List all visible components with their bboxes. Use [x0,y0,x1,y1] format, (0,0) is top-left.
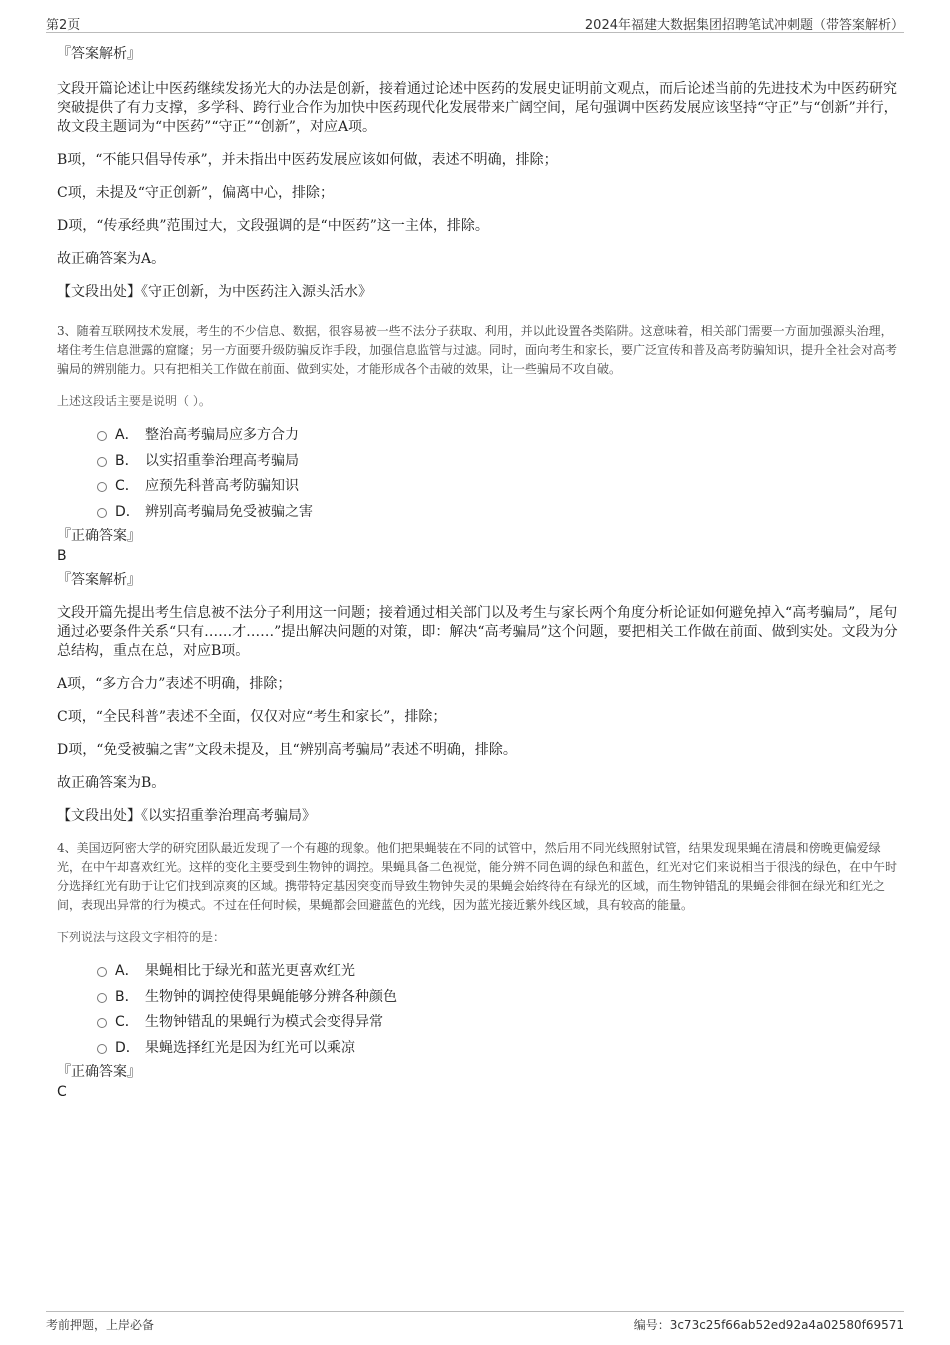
analysis-paragraph: 文段开篇论述让中医药继续发扬光大的办法是创新，接着通过论述中医药的发展史证明前文观点，而后论述当前的先进技术为中医药研究突破提供了有力支撑，多学科、跨行业合作为加快中医药现代化发展带来广阔空间，尾句强调中医药发展应该坚持“守正”与“创新”并行，故文段主题词为“中医药”“守正”“创新”，对应A项。 [57,81,898,135]
question-prompt: 下列说法与这段文字相符的是： [57,930,226,944]
option-letter: A． [115,427,139,443]
option-text: 以实招重拳治理高考骗局 [145,452,299,469]
analysis-paragraph: 故正确答案为B。 [57,775,166,791]
analysis-paragraph: 文段开篇先提出考生信息被不法分子利用这一问题；接着通过相关部门以及考生与家长两个角度分析论证如何避免掉入“高考骗局”，尾句通过必要条件关系“只有……才……”提出解决问题的对策，即：解决“高考骗局”这个问题，要把相关工作做在前面、做到实处。文段为分总结构，重点在总，对应B项。 [57,605,898,659]
option-text: 生物钟错乱的果蝇行为模式会变得异常 [145,1014,383,1030]
option-b[interactable] [57,986,900,1012]
option-c[interactable] [57,475,900,501]
option-text: 应预先科普高考防骗知识 [145,478,299,494]
option-d[interactable] [57,1037,900,1063]
analysis-label: 『答案解析』 [57,572,141,588]
option-text: 整治高考骗局应多方合力 [145,427,299,443]
analysis-paragraph: 故正确答案为A。 [57,251,166,267]
radio-icon[interactable] [97,1044,107,1054]
page-number: 第2页 [46,18,81,33]
option-text: 生物钟的调控使得果蝇能够分辨各种颜色 [145,988,397,1005]
option-letter: A． [115,963,139,979]
document-body [57,44,900,1102]
option-letter: D． [115,503,140,520]
option-text: 辨别高考骗局免受被骗之害 [145,503,313,520]
code-value: 3c73c25f66ab52ed92a4a02580f69571 [669,1318,904,1332]
option-letter: C． [115,1014,139,1030]
radio-icon[interactable] [97,457,107,467]
options-list [57,960,900,1062]
analysis-paragraph: B项，“不能只倡导传承”，并未指出中医药发展应该如何做，表述不明确，排除； [57,152,558,168]
analysis-paragraph: A项，“多方合力”表述不明确，排除； [57,676,292,692]
radio-icon[interactable] [97,431,107,441]
answer-label: 『正确答案』 [57,528,141,544]
analysis-paragraph: C项，“全民科普”表述不全面，仅仅对应“考生和家长”，排除； [57,709,447,725]
page-footer [46,1311,904,1335]
analysis-paragraph: C项，未提及“守正创新”，偏离中心，排除； [57,185,335,201]
document-code [634,1316,904,1333]
radio-icon[interactable] [97,967,107,977]
radio-icon[interactable] [97,508,107,518]
analysis-paragraph: D项，“传承经典”范围过大，文段强调的是“中医药”这一主体，排除。 [57,218,489,234]
analysis-label: 『答案解析』 [57,46,141,62]
option-letter: D． [115,1039,140,1056]
answer-label: 『正确答案』 [57,1064,141,1080]
option-d[interactable] [57,501,900,527]
source-citation: 【文段出处】《以实招重拳治理高考骗局》 [57,808,316,824]
option-c[interactable] [57,1011,900,1037]
page-header [46,14,904,33]
radio-icon[interactable] [97,482,107,492]
answer-value: C [57,1084,67,1100]
question-text: 3、随着互联网技术发展，考生的不少信息、数据，很容易被一些不法分子获取、利用，并以此设置各类陷阱。这意味着，相关部门需要一方面加强源头治理，堵住考生信息泄露的窟窿；另一方面要升级防骗反诈手段，加强信息监管与过滤。同时，面向考生和家长，要广泛宣传和普及高考防骗知识，提升全社会对高考骗局的辨别能力。只有把相关工作做在前面、做到实处，才能形成各个击破的效果，让一些骗局不攻自破。 [57,324,898,376]
radio-icon[interactable] [97,1018,107,1028]
option-letter: B． [115,452,139,469]
analysis-paragraph: D项，“免受被骗之害”文段未提及，且“辨别高考骗局”表述不明确，排除。 [57,742,517,758]
option-a[interactable] [57,960,900,986]
option-text: 果蝇选择红光是因为红光可以乘凉 [145,1039,355,1056]
answer-value: B [57,548,67,564]
option-text: 果蝇相比于绿光和蓝光更喜欢红光 [145,963,355,979]
source-citation: 【文段出处】《守正创新，为中医药注入源头活水》 [57,284,372,300]
radio-icon[interactable] [97,993,107,1003]
option-letter: C． [115,478,139,494]
question-prompt: 上述这段话主要是说明（ ）。 [57,394,211,408]
code-label: 编号： [633,1318,670,1332]
options-list [57,424,900,526]
option-b[interactable] [57,450,900,476]
option-letter: B． [115,988,139,1005]
question-text: 4、美国迈阿密大学的研究团队最近发现了一个有趣的现象。他们把果蝇装在不同的试管中，然后用不同光线照射试管，结果发现果蝇在清晨和傍晚更偏爱绿光，在中午却喜欢红光。这样的变化主要受到生物钟的调控。果蝇具备二色视觉，能分辨不同色调的绿色和蓝色，红光对它们来说相当于很浅的绿色，在中午时分选择红光有助于让它们找到凉爽的区域。携带特定基因突变而导致生物钟失灵的果蝇会始终待在有绿光的区域，而生物钟错乱的果蝇会徘徊在绿光和红光之间，表现出异常的行为模式。不过在任何时候，果蝇都会回避蓝色的光线，因为蓝光接近紫外线区域，具有较高的能量。 [57,841,898,912]
option-a[interactable] [57,424,900,450]
document-title: 2024年福建大数据集团招聘笔试冲刺题（带答案解析） [584,18,904,33]
footer-slogan: 考前押题，上岸必备 [46,1318,155,1332]
